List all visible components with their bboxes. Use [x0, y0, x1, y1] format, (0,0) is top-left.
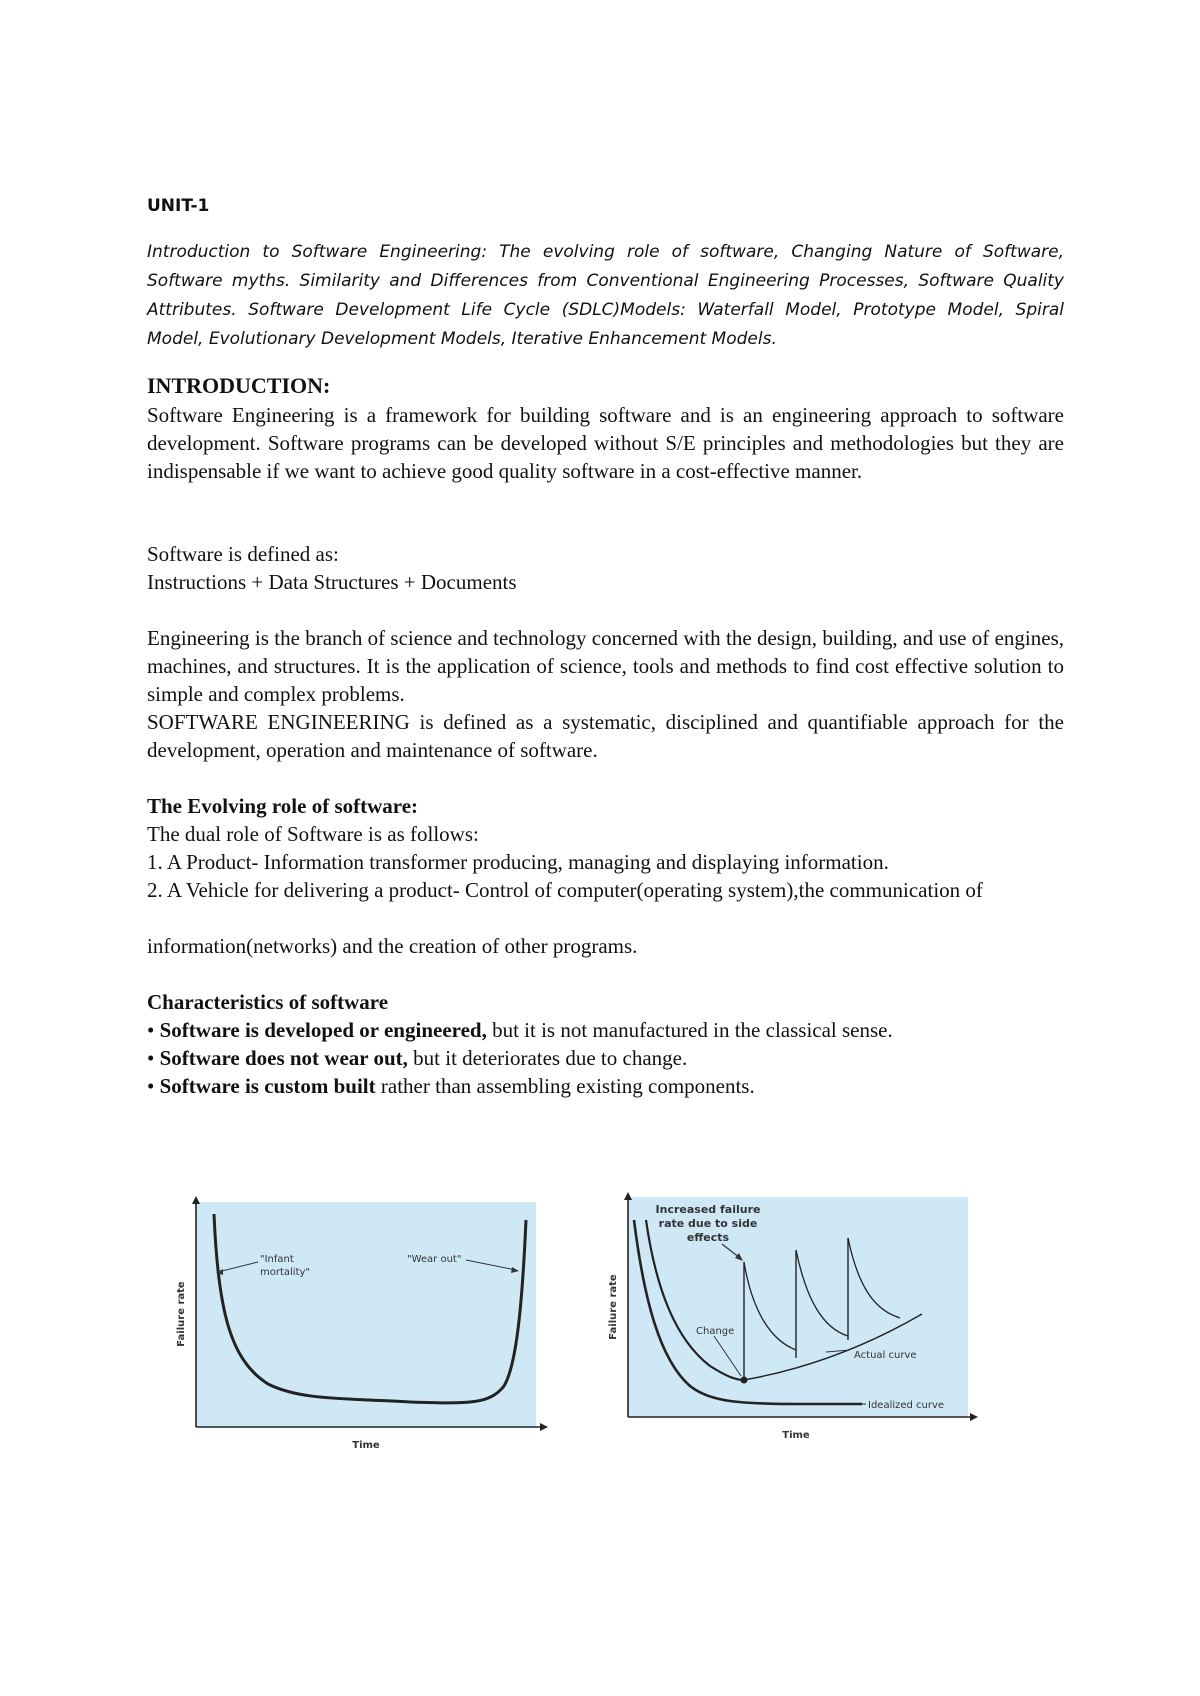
callout-line1: Increased failure [655, 1203, 761, 1216]
characteristic-rest: but it is not manufactured in the classical sense. [486, 1018, 893, 1042]
characteristic-item-1 [147, 1016, 1064, 1044]
change-label: Change [696, 1326, 735, 1337]
infant-mortality-label-line1: "Infant [260, 1254, 294, 1265]
chart-background [196, 1202, 536, 1427]
characteristic-rest: rather than assembling existing components. [375, 1074, 755, 1098]
x-axis-arrow [540, 1423, 548, 1431]
x-axis-label: Time [782, 1430, 810, 1441]
unit-title: UNIT-1 [147, 196, 210, 216]
x-axis-label: Time [352, 1440, 380, 1451]
syllabus-paragraph: Introduction to Software Engineering: The evolving role of software, Changing Nature of Software, Software myths. Similarity and Differences from Conventional Engineering Processes, Software Quality Attributes. Software Development Life Cycle (SDLC)Models: Waterfall Model, Prototype Model, Spiral Model, Evolutionary Development Models, Iterative Enhancement Models. [147, 242, 1064, 349]
introduction-heading: INTRODUCTION: [147, 373, 331, 398]
bullet: • [147, 1074, 160, 1098]
y-axis-arrow [192, 1196, 200, 1204]
characteristic-item-3 [147, 1072, 1064, 1100]
bullet: • [147, 1018, 160, 1042]
y-axis-arrow [624, 1192, 632, 1200]
characteristics-heading: Characteristics of software [147, 990, 389, 1014]
x-axis-arrow [970, 1413, 978, 1421]
hardware-failure-curve-figure [170, 1190, 550, 1460]
software-engineering-definition: SOFTWARE ENGINEERING is defined as a systematic, disciplined and quantifiable approach for the development, operation and maintenance of software. [147, 710, 1064, 762]
bullet: • [147, 1046, 160, 1070]
y-axis-label: Failure rate [608, 1274, 619, 1340]
change-point-marker [741, 1377, 748, 1384]
hardware-failure-curve-svg [170, 1190, 550, 1460]
y-axis-label: Failure rate [176, 1281, 187, 1347]
engineering-paragraph: Engineering is the branch of science and technology concerned with the design, building, and use of engines, machines, and structures. It is the application of science, tools and methods to find cost effective solution to simple and complex problems. [147, 626, 1064, 706]
dual-role-item-2-continued: information(networks) and the creation of other programs. [147, 934, 638, 958]
characteristic-item-2 [147, 1044, 1064, 1072]
software-failure-curve-figure [600, 1190, 980, 1450]
characteristic-rest: but it deteriorates due to change. [407, 1046, 688, 1070]
software-failure-curve-svg [600, 1190, 980, 1450]
chart-background [628, 1197, 968, 1417]
idealized-curve-label: Idealized curve [868, 1400, 945, 1411]
wear-out-label: "Wear out" [407, 1254, 462, 1265]
software-formula: Instructions + Data Structures + Documents [147, 570, 517, 594]
infant-mortality-label-line2: mortality" [260, 1267, 311, 1278]
actual-curve-label: Actual curve [854, 1350, 917, 1361]
characteristic-bold: Software is developed or engineered, [159, 1018, 487, 1042]
evolving-role-heading: The Evolving role of software: [147, 794, 419, 818]
callout-line2: rate due to side [658, 1217, 758, 1230]
characteristic-bold: Software is custom built [159, 1074, 376, 1098]
introduction-paragraph: Software Engineering is a framework for building software and is an engineering approach to software development. Software programs can be developed without S/E principles and methodologies but they are indispensable if we want to achieve good quality software in a cost-effective manner. [147, 403, 1064, 483]
dual-role-intro: The dual role of Software is as follows: [147, 822, 479, 846]
software-defined-label: Software is defined as: [147, 542, 339, 566]
callout-line3: effects [686, 1231, 730, 1244]
dual-role-item-2: 2. A Vehicle for delivering a product- Control of computer(operating system),the communication of [147, 878, 983, 902]
dual-role-item-1: 1. A Product- Information transformer producing, managing and displaying information. [147, 850, 889, 874]
characteristic-bold: Software does not wear out, [159, 1046, 408, 1070]
